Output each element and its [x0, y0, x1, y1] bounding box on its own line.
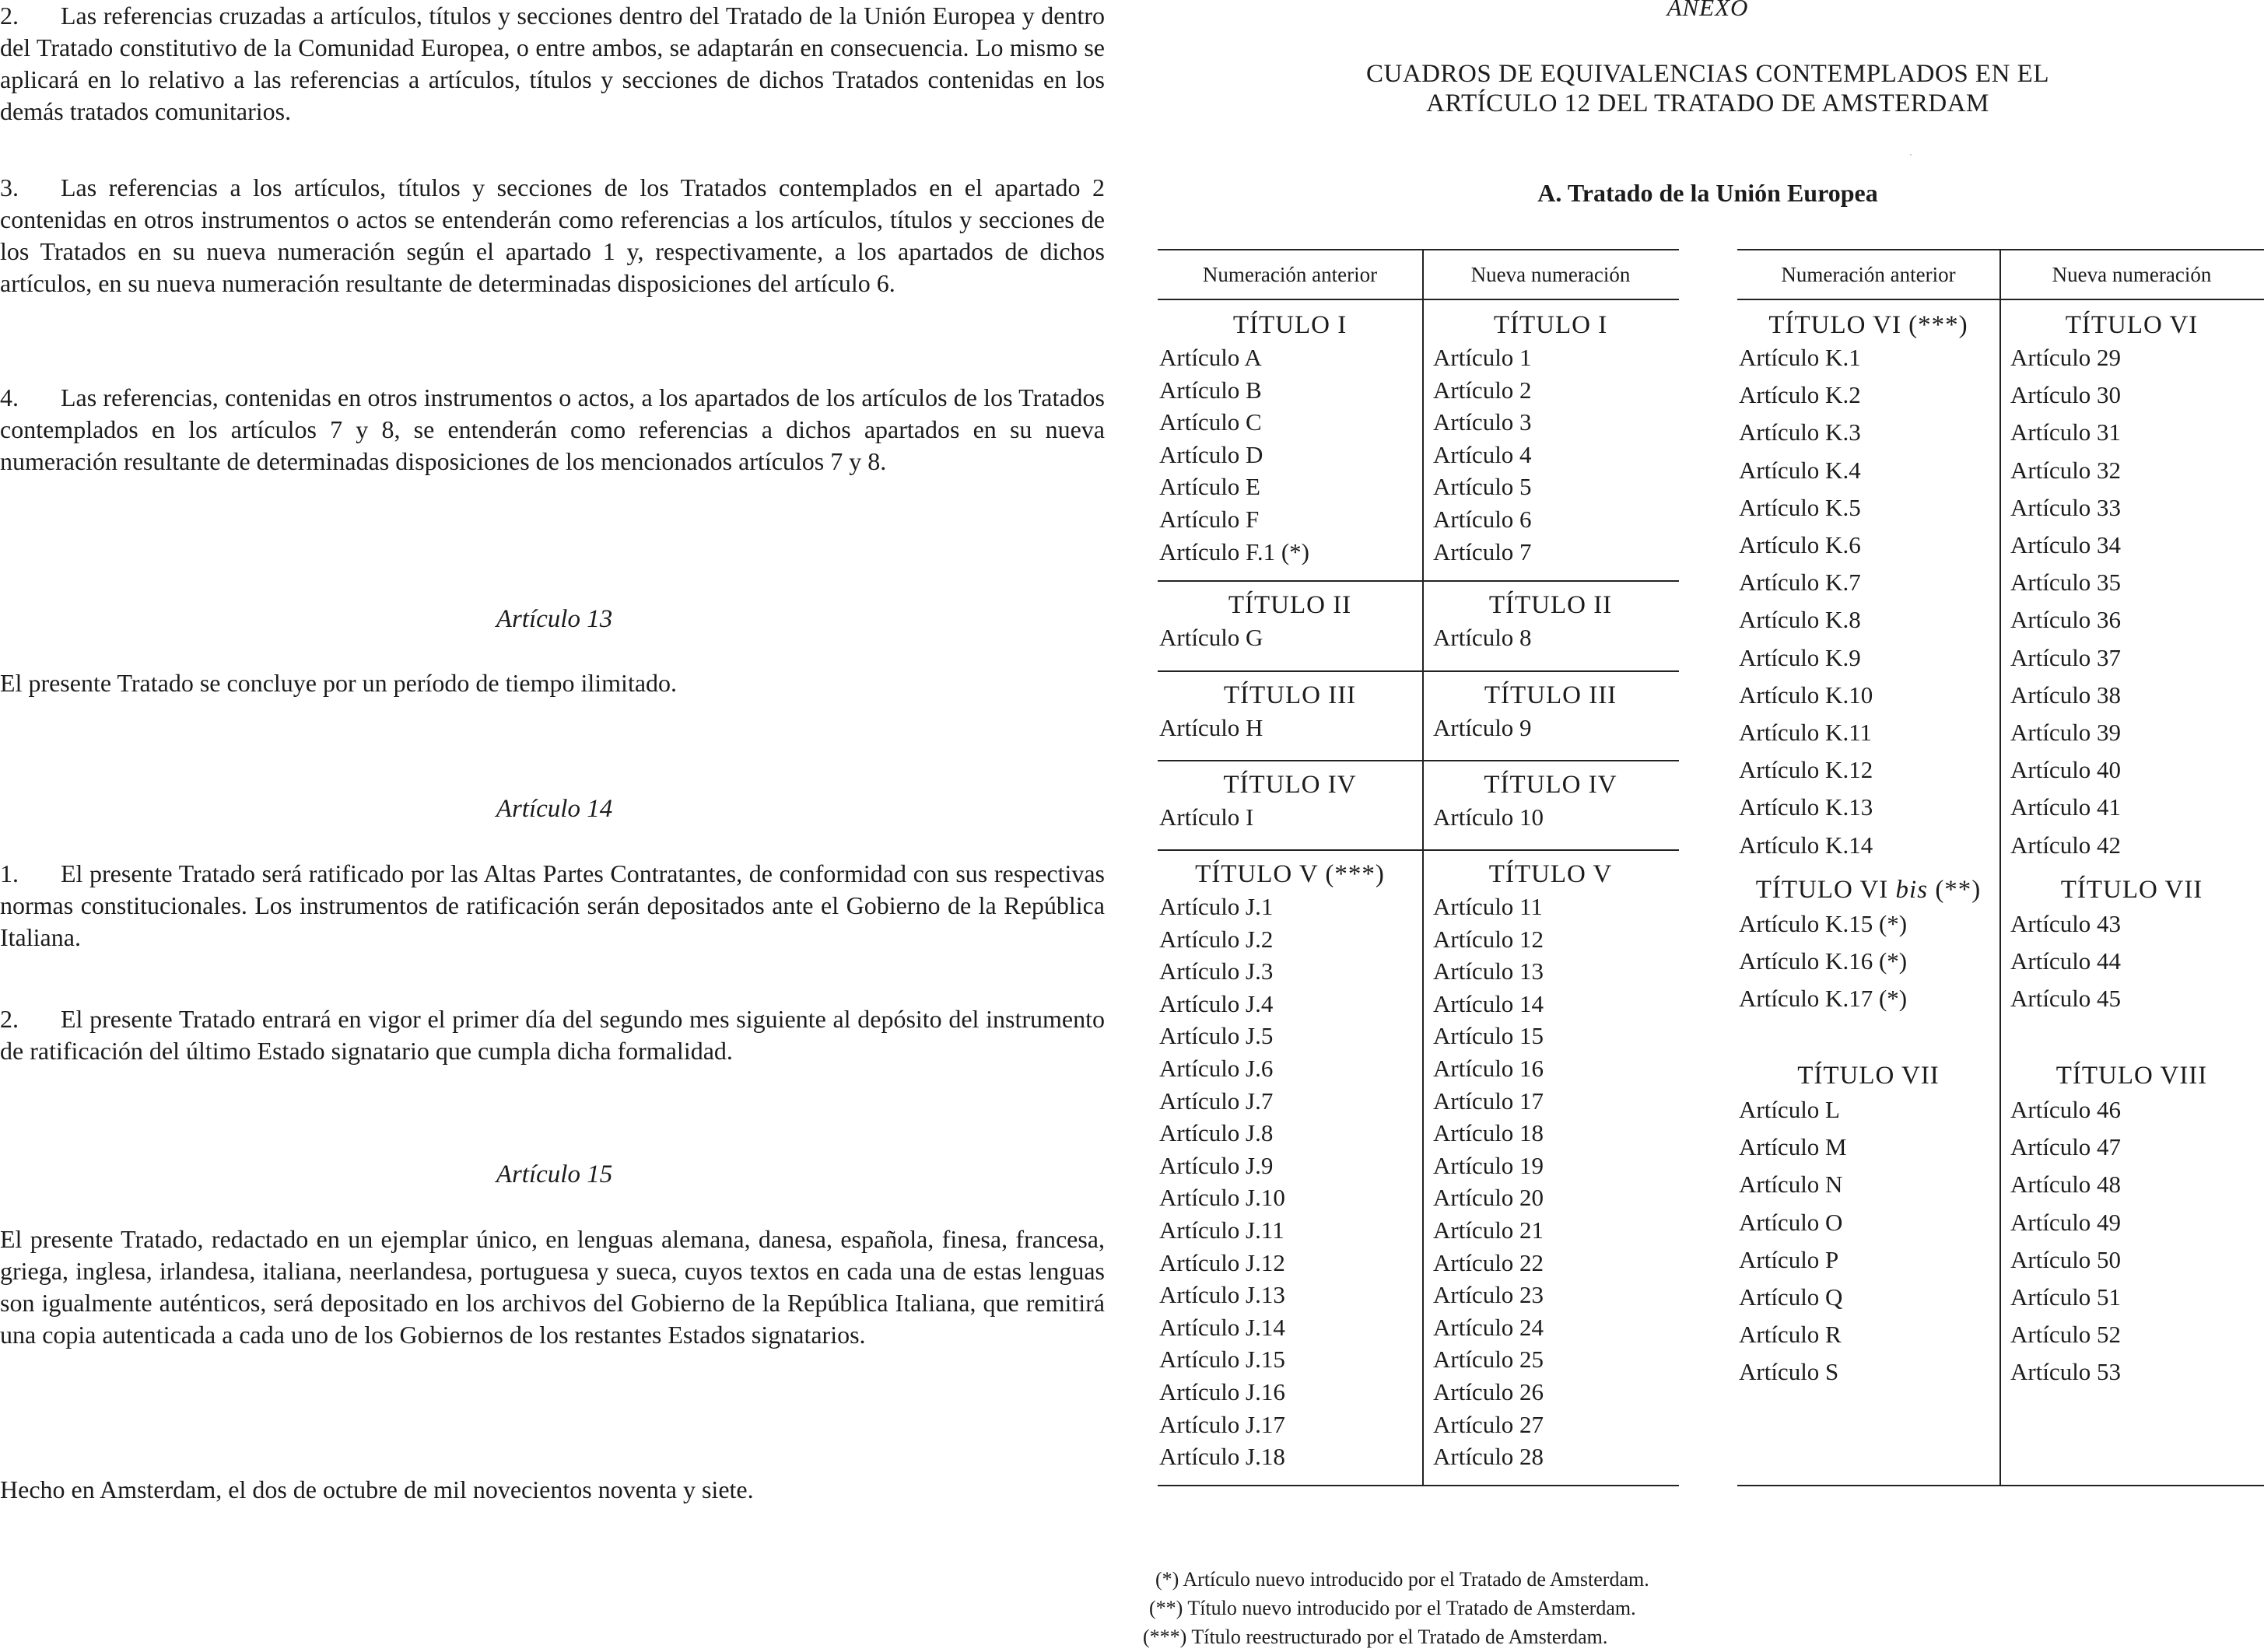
section-title-new: TÍTULO I [1493, 311, 1608, 339]
table-cell-new: Artículo 30 [2010, 381, 2122, 409]
table-cell-new: Artículo 45 [2010, 985, 2122, 1013]
table-cell-old: Artículo J.8 [1159, 1119, 1274, 1147]
table-cell-old: Artículo Q [1739, 1283, 1843, 1311]
table-cell-old: Artículo C [1159, 408, 1262, 436]
table-cell-old: Artículo G [1159, 624, 1263, 651]
paragraph-2: 2. Las referencias cruzadas a artículos, títulos y secciones dentro del Tratado de la Unión Europea y dentro del Tratado constitutivo de la Comunidad Europea, o entre ambos, se adaptarán en consecuencia. Lo mismo se aplicará en lo relativo a las referencias a artículos, títulos y secciones de dichos Tratados contenidas en los demás tratados comunitarios. [0, 2, 1105, 125]
table-cell-new: Artículo 5 [1433, 473, 1532, 501]
section-subtitle: A. Tratado de la Unión Europea [1537, 179, 1878, 207]
table-cell-old: Artículo J.11 [1159, 1216, 1284, 1244]
annex-title-line-2: ARTÍCULO 12 DEL TRATADO DE AMSTERDAM [1426, 89, 1989, 117]
table-cell-old: Artículo J.18 [1159, 1443, 1285, 1471]
paragraph-art14-2: 2. El presente Tratado entrará en vigor el primer día del segundo mes siguiente al depósito del instrumento de ratificación del último Estado signatario que cumpla dicha formalidad. [0, 1005, 1105, 1065]
table-section [1158, 580, 1679, 651]
table-cell-old: Artículo K.5 [1739, 493, 1861, 521]
section-title-new: TÍTULO II [1488, 591, 1613, 619]
table-cell-old: Artículo R [1739, 1321, 1842, 1349]
table-cell-new: Artículo 39 [2010, 719, 2122, 746]
table-cell-old: Artículo B [1159, 376, 1262, 404]
paragraph-4: 4. Las referencias, contenidas en otros instrumentos o actos, a los apartados de los artículos de los Tratados contemplados en los artículos 7 y 8, se entenderán como referencias a dichos apartados en su nueva numeración resultante de determinadas disposiciones de los mencionados artículos 7 y 8. [0, 383, 1105, 475]
table-cell-new: Artículo 46 [2010, 1096, 2122, 1123]
table-cell-new: Artículo 53 [2010, 1358, 2122, 1386]
table-cell-old: Artículo K.2 [1739, 381, 1861, 409]
table-cell-old: Artículo K.17 (*) [1739, 985, 1908, 1013]
article-14-heading: Artículo 14 [496, 795, 613, 823]
table-cell-old: Artículo L [1739, 1096, 1840, 1123]
table-cell-new: Artículo 4 [1433, 440, 1532, 468]
header-new-numbering: Nueva numeración [1470, 262, 1631, 286]
table-cell-old: Artículo J.14 [1159, 1313, 1285, 1341]
table-cell-new: Artículo 34 [2010, 531, 2122, 558]
section-title-new: TÍTULO III [1484, 681, 1617, 709]
section-title-old: TÍTULO VII [1797, 1062, 1940, 1090]
table-cell-new: Artículo 29 [2010, 344, 2122, 371]
table-cell-old: Artículo J.15 [1159, 1346, 1285, 1374]
table-cell-new: Artículo 11 [1433, 893, 1543, 920]
closing-statement: Hecho en Amsterdam, el dos de octubre de mil novecientos noventa y siete. [0, 1475, 754, 1503]
equivalence-table-2 [1737, 249, 2264, 1486]
table-cell-old: Artículo D [1159, 440, 1263, 468]
table-cell-old: Artículo J.2 [1159, 925, 1274, 953]
table-cell-new: Artículo 50 [2010, 1245, 2122, 1273]
section-title-old: TÍTULO III [1223, 681, 1357, 709]
footnotes [1143, 1565, 2260, 1651]
table-cell-new: Artículo 47 [2010, 1133, 2122, 1161]
table-cell-old: Artículo J.3 [1159, 957, 1274, 985]
section-title-new: TÍTULO IV [1484, 771, 1617, 799]
table-cell-old: Artículo K.14 [1739, 831, 1873, 859]
table-cell-old: Artículo J.5 [1159, 1022, 1274, 1050]
table-cell-new: Artículo 14 [1433, 989, 1544, 1017]
table-cell-new: Artículo 21 [1433, 1216, 1544, 1244]
table-cell-new: Artículo 19 [1433, 1151, 1544, 1179]
table-cell-new: Artículo 52 [2010, 1321, 2122, 1349]
paragraph-art13: El presente Tratado se concluye por un período de tiempo ilimitado. [0, 669, 678, 697]
table-cell-old: Artículo P [1739, 1245, 1839, 1273]
section-title-new: TÍTULO VIII [2055, 1062, 2208, 1090]
section-title-old: TÍTULO IV [1223, 771, 1357, 799]
table-section [1158, 760, 1679, 831]
table-cell-new: Artículo 20 [1433, 1184, 1544, 1212]
table-cell-new: Artículo 9 [1433, 714, 1532, 741]
table-cell-new: Artículo 48 [2010, 1171, 2122, 1199]
section-title-new: TÍTULO V [1488, 860, 1613, 888]
table-cell-old: Artículo J.9 [1159, 1151, 1274, 1179]
table-cell-old: Artículo A [1159, 344, 1262, 371]
table-cell-old: Artículo J.13 [1159, 1281, 1285, 1309]
table-cell-new: Artículo 10 [1433, 803, 1544, 831]
table-cell-new: Artículo 17 [1433, 1087, 1544, 1115]
table-cell-old: Artículo K.6 [1739, 531, 1861, 558]
table-cell-new: Artículo 33 [2010, 493, 2122, 521]
table-cell-new: Artículo 36 [2010, 606, 2122, 634]
footnote-1: (*) Artículo nuevo introducido por el Tratado de Amsterdam. [1155, 1568, 1649, 1591]
table-cell-new: Artículo 40 [2010, 756, 2122, 784]
table-cell-new: Artículo 24 [1433, 1313, 1544, 1341]
section-title-old: TÍTULO V (***) [1195, 860, 1385, 888]
section-title-old: TÍTULO II [1228, 591, 1352, 619]
table-cell-old: Artículo J.1 [1159, 893, 1274, 920]
table-cell-new: Artículo 37 [2010, 643, 2122, 671]
paragraph-art14-1: 1. El presente Tratado será ratificado por las Altas Partes Contratantes, de conformidad con sus respectivas normas constitucionales. Los instrumentos de ratificación serán depositados ante el Gobierno de la República Italiana. [0, 859, 1105, 951]
table-cell-old: Artículo K.3 [1739, 418, 1861, 446]
footnote-3: (***) Título reestructurado por el Tratado de Amsterdam. [1143, 1626, 1608, 1648]
table-cell-old: Artículo O [1739, 1208, 1843, 1236]
table-cell-new: Artículo 15 [1433, 1022, 1544, 1050]
table-cell-old: Artículo I [1159, 803, 1254, 831]
table-cell-old: Artículo K.10 [1739, 681, 1873, 709]
scan-speck [1910, 154, 1912, 156]
table-cell-new: Artículo 38 [2010, 681, 2122, 709]
table-cell-old: Artículo S [1739, 1358, 1839, 1386]
table-cell-new: Artículo 25 [1433, 1346, 1544, 1374]
table-section [1158, 670, 1679, 741]
table-cell-old: Artículo K.13 [1739, 793, 1873, 821]
table-cell-old: Artículo H [1159, 714, 1263, 741]
article-15-heading: Artículo 15 [496, 1160, 613, 1188]
table-cell-new: Artículo 8 [1433, 624, 1532, 651]
table-cell-new: Artículo 35 [2010, 569, 2122, 597]
equivalence-table-1 [1158, 249, 1679, 1486]
table-cell-old: Artículo K.4 [1739, 456, 1861, 484]
table-cell-old: Artículo K.12 [1739, 756, 1873, 784]
table-cell-old: Artículo M [1739, 1133, 1847, 1161]
header-old-numbering: Numeración anterior [1202, 262, 1378, 286]
table-cell-new: Artículo 51 [2010, 1283, 2122, 1311]
table-cell-new: Artículo 1 [1433, 344, 1532, 371]
table-cell-new: Artículo 49 [2010, 1208, 2122, 1236]
table-cell-old: Artículo F [1159, 506, 1260, 533]
section-title-old: TÍTULO VI bis (**) [1755, 876, 1982, 904]
table-cell-new: Artículo 44 [2010, 947, 2122, 975]
table-cell-old: Artículo J.10 [1159, 1184, 1285, 1212]
table-cell-new: Artículo 28 [1433, 1443, 1544, 1471]
section-title-old: TÍTULO I [1232, 311, 1348, 339]
table-cell-old: Artículo K.16 (*) [1739, 947, 1908, 975]
header-old-numbering: Numeración anterior [1781, 262, 1956, 286]
section-title-old: TÍTULO VI (***) [1768, 311, 1968, 339]
table-cell-new: Artículo 22 [1433, 1248, 1544, 1276]
section-title-new: TÍTULO VII [2060, 876, 2203, 904]
table-cell-new: Artículo 27 [1433, 1410, 1544, 1438]
table-cell-new: Artículo 26 [1433, 1378, 1544, 1405]
table-section [1158, 849, 1679, 1471]
table-cell-old: Artículo K.15 (*) [1739, 910, 1908, 937]
table-cell-new: Artículo 3 [1433, 408, 1532, 436]
table-cell-old: Artículo J.16 [1159, 1378, 1285, 1405]
table-cell-old: Artículo J.6 [1159, 1055, 1274, 1082]
table-cell-new: Artículo 12 [1433, 925, 1544, 953]
table-cell-new: Artículo 23 [1433, 1281, 1544, 1309]
table-cell-new: Artículo 6 [1433, 506, 1532, 533]
table-cell-old: Artículo J.7 [1159, 1087, 1274, 1115]
footnote-2: (**) Título nuevo introducido por el Tratado de Amsterdam. [1149, 1597, 1636, 1619]
table-cell-new: Artículo 2 [1433, 376, 1532, 404]
table-cell-new: Artículo 42 [2010, 831, 2122, 859]
table-1-header [1158, 250, 1679, 300]
table-cell-old: Artículo K.8 [1739, 606, 1861, 634]
table-cell-old: Artículo J.17 [1159, 1410, 1285, 1438]
table-cell-new: Artículo 32 [2010, 456, 2122, 484]
table-cell-old: Artículo F.1 (*) [1159, 537, 1309, 565]
paragraph-art15: El presente Tratado, redactado en un ejemplar único, en lenguas alemana, danesa, española, finesa, francesa, griega, inglesa, irlandesa, italiana, neerlandesa, portuguesa y sueca, cuyos textos en cada una de estas lenguas son igualmente auténticos, será depositado en los archivos del Gobierno de la República Italiana, que remitirá una copia autenticada a cada uno de los Gobiernos de los restantes Estados signatarios. [0, 1225, 1105, 1349]
table-cell-old: Artículo K.11 [1739, 719, 1873, 746]
header-new-numbering: Nueva numeración [2052, 262, 2212, 286]
table-cell-new: Artículo 18 [1433, 1119, 1544, 1147]
table-cell-old: Artículo N [1739, 1171, 1843, 1199]
table-cell-new: Artículo 13 [1433, 957, 1544, 985]
table-cell-new: Artículo 31 [2010, 418, 2122, 446]
section-title-new: TÍTULO VI [2065, 311, 2199, 339]
table-cell-old: Artículo K.1 [1739, 344, 1861, 371]
table-cell-old: Artículo K.7 [1739, 569, 1861, 597]
table-cell-new: Artículo 16 [1433, 1055, 1544, 1082]
table-cell-new: Artículo 43 [2010, 910, 2122, 937]
table-cell-new: Artículo 41 [2010, 793, 2122, 821]
paragraph-3: 3. Las referencias a los artículos, títulos y secciones de los Tratados contemplados en el apartado 2 contenidas en otros instrumentos o actos se entenderán como referencias a los artículos, títulos y secciones de los Tratados en su nueva numeración según el apartado 1 y, respectivamente, a los apartados de dichos artículos, en su nueva numeración resultante de determinadas disposiciones del artículo 6. [0, 173, 1105, 297]
table-cell-old: Artículo E [1159, 473, 1260, 501]
article-13-heading: Artículo 13 [496, 605, 613, 633]
table-cell-old: Artículo K.9 [1739, 643, 1861, 671]
annex-title-line-1: CUADROS DE EQUIVALENCIAS CONTEMPLADOS EN EL [1366, 60, 2049, 88]
table-cell-old: Artículo J.4 [1159, 989, 1274, 1017]
annex-label: ANEXO [1666, 0, 1749, 21]
table-cell-new: Artículo 7 [1433, 537, 1532, 565]
table-cell-old: Artículo J.12 [1159, 1248, 1285, 1276]
